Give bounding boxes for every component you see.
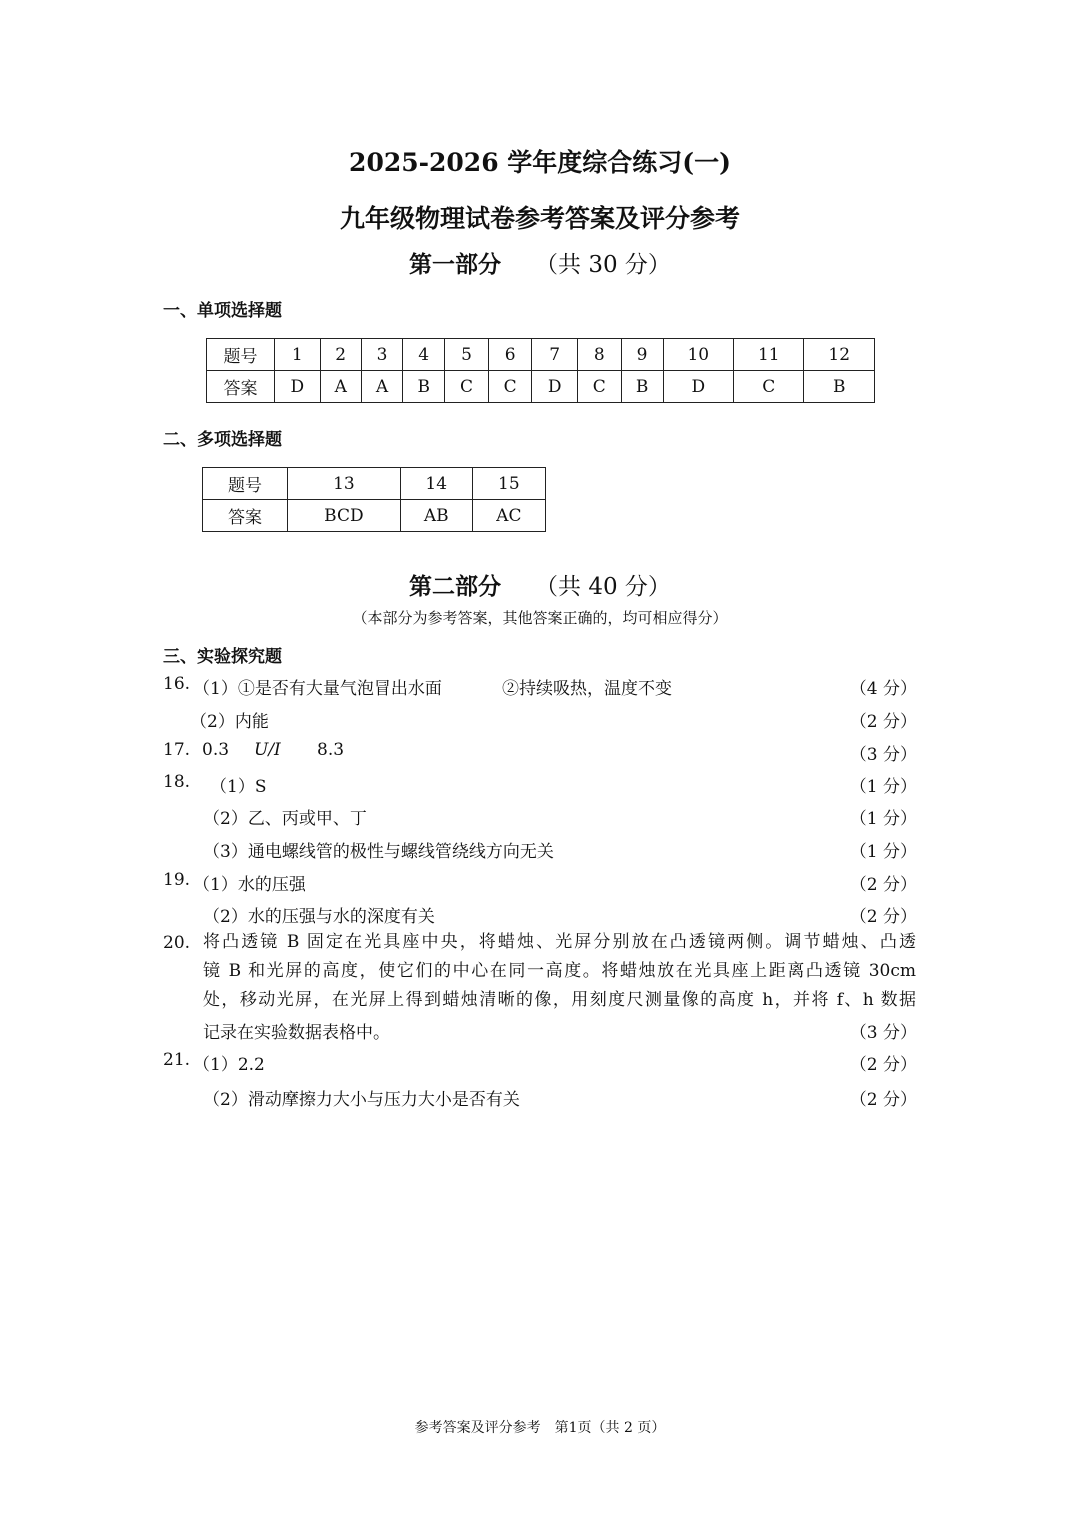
question-number: 7 [532, 339, 578, 371]
q17-value2: U/I [254, 740, 281, 760]
answer-cell: D [532, 371, 578, 403]
q16-answer-a: （1）①是否有大量气泡冒出水面 [193, 679, 442, 699]
question-number: 3 [361, 339, 402, 371]
q16-answer-b: ②持续吸热，温度不变 [502, 679, 672, 699]
q16-number: 16. [163, 674, 191, 694]
answer-cell: B [403, 371, 445, 403]
q18-score2: （1 分） [849, 809, 917, 829]
q20-line-2: 镜 B 和光屏的高度，使它们的中心在同一高度。将蜡烛放在光具座上距离凸透镜 30cm [203, 961, 916, 981]
question-number: 1 [275, 339, 321, 371]
row-label: 题号 [203, 468, 288, 500]
q18-score3: （1 分） [849, 842, 917, 862]
table-row [203, 500, 546, 532]
answer-cell: D [663, 371, 733, 403]
table-row [207, 371, 875, 403]
question-number: 13 [288, 468, 401, 500]
answer-cell: B [621, 371, 663, 403]
question-number: 14 [400, 468, 472, 500]
q18-sub2: （2）乙、丙或甲、丁 [203, 809, 367, 829]
row-label: 答案 [203, 500, 288, 532]
q16-score2: （2 分） [849, 712, 917, 732]
multiple-choice-table [202, 467, 546, 532]
question-number: 6 [488, 339, 532, 371]
question-number: 11 [734, 339, 804, 371]
question-number: 2 [320, 339, 361, 371]
question-number: 10 [663, 339, 733, 371]
q19-score2: （2 分） [849, 907, 917, 927]
answer-cell: AB [400, 500, 472, 532]
q19-number: 19. [163, 870, 191, 890]
section2-heading: 二、多项选择题 [163, 430, 282, 450]
table-row [203, 468, 546, 500]
q20-line-4: 记录在实验数据表格中。 [203, 1023, 390, 1043]
row-label: 题号 [207, 339, 275, 371]
q20-line-1: 将凸透镜 B 固定在光具座中央，将蜡烛、光屏分别放在凸透镜两侧。调节蜡烛、凸透 [203, 932, 916, 952]
q18-number: 18. [163, 772, 191, 792]
answer-cell: A [361, 371, 402, 403]
q20-score: （3 分） [849, 1023, 917, 1043]
question-number: 8 [577, 339, 621, 371]
answer-cell: B [804, 371, 875, 403]
part2-heading [0, 568, 1080, 601]
single-choice-table [206, 338, 875, 403]
q20-number: 20. [163, 933, 191, 953]
question-number: 12 [804, 339, 875, 371]
question-number: 4 [403, 339, 445, 371]
q21-number: 21. [163, 1050, 191, 1070]
q18-sub1: （1）S [210, 777, 267, 797]
part2-note: （本部分为参考答案，其他答案正确的，均可相应得分） [352, 609, 728, 627]
q17-number: 17. [163, 740, 191, 760]
q21-sub2: （2）滑动摩擦力大小与压力大小是否有关 [203, 1090, 520, 1110]
answer-cell: D [275, 371, 321, 403]
part1-title: 第一部分 [409, 251, 502, 278]
q20-line-3: 处，移动光屏，在光屏上得到蜡烛清晰的像，用刻度尺测量像的高度 h，并将 f、h 数据 [203, 990, 916, 1010]
question-number: 15 [472, 468, 545, 500]
answer-cell: AC [472, 500, 545, 532]
table-row [207, 339, 875, 371]
q17-score: （3 分） [849, 745, 917, 765]
section3-heading: 三、实验探究题 [163, 647, 282, 667]
q18-sub3: （3）通电螺线管的极性与螺线管绕线方向无关 [203, 842, 554, 862]
q19-sub2: （2）水的压强与水的深度有关 [203, 907, 435, 927]
answer-cell: A [320, 371, 361, 403]
q21-score1: （2 分） [849, 1055, 917, 1075]
answer-cell: C [577, 371, 621, 403]
exam-title: 2025-2026 学年度综合练习(一) [349, 148, 731, 177]
exam-subtitle: 九年级物理试卷参考答案及评分参考 [339, 204, 740, 233]
row-label: 答案 [207, 371, 275, 403]
part2-points: （共 40 分） [535, 574, 671, 600]
part1-heading [0, 246, 1080, 279]
answer-cell: BCD [288, 500, 401, 532]
page-footer: 参考答案及评分参考 第1页（共 2 页） [414, 1420, 666, 1436]
q16-score: （4 分） [849, 679, 917, 699]
section1-heading: 一、单项选择题 [163, 301, 282, 321]
question-number: 5 [445, 339, 489, 371]
q18-score1: （1 分） [849, 777, 917, 797]
part1-points: （共 30 分） [535, 252, 671, 278]
q17-value3: 8.3 [317, 740, 345, 760]
q19-score1: （2 分） [849, 875, 917, 895]
part2-title: 第二部分 [409, 573, 502, 600]
q16-sub2: （2）内能 [190, 712, 269, 732]
answer-cell: C [445, 371, 489, 403]
q21-sub1: （1）2.2 [193, 1055, 265, 1075]
answer-cell: C [734, 371, 804, 403]
q17-value1: 0.3 [202, 740, 230, 760]
q21-score2: （2 分） [849, 1090, 917, 1110]
q19-sub1: （1）水的压强 [193, 875, 306, 895]
answer-cell: C [488, 371, 532, 403]
question-number: 9 [621, 339, 663, 371]
